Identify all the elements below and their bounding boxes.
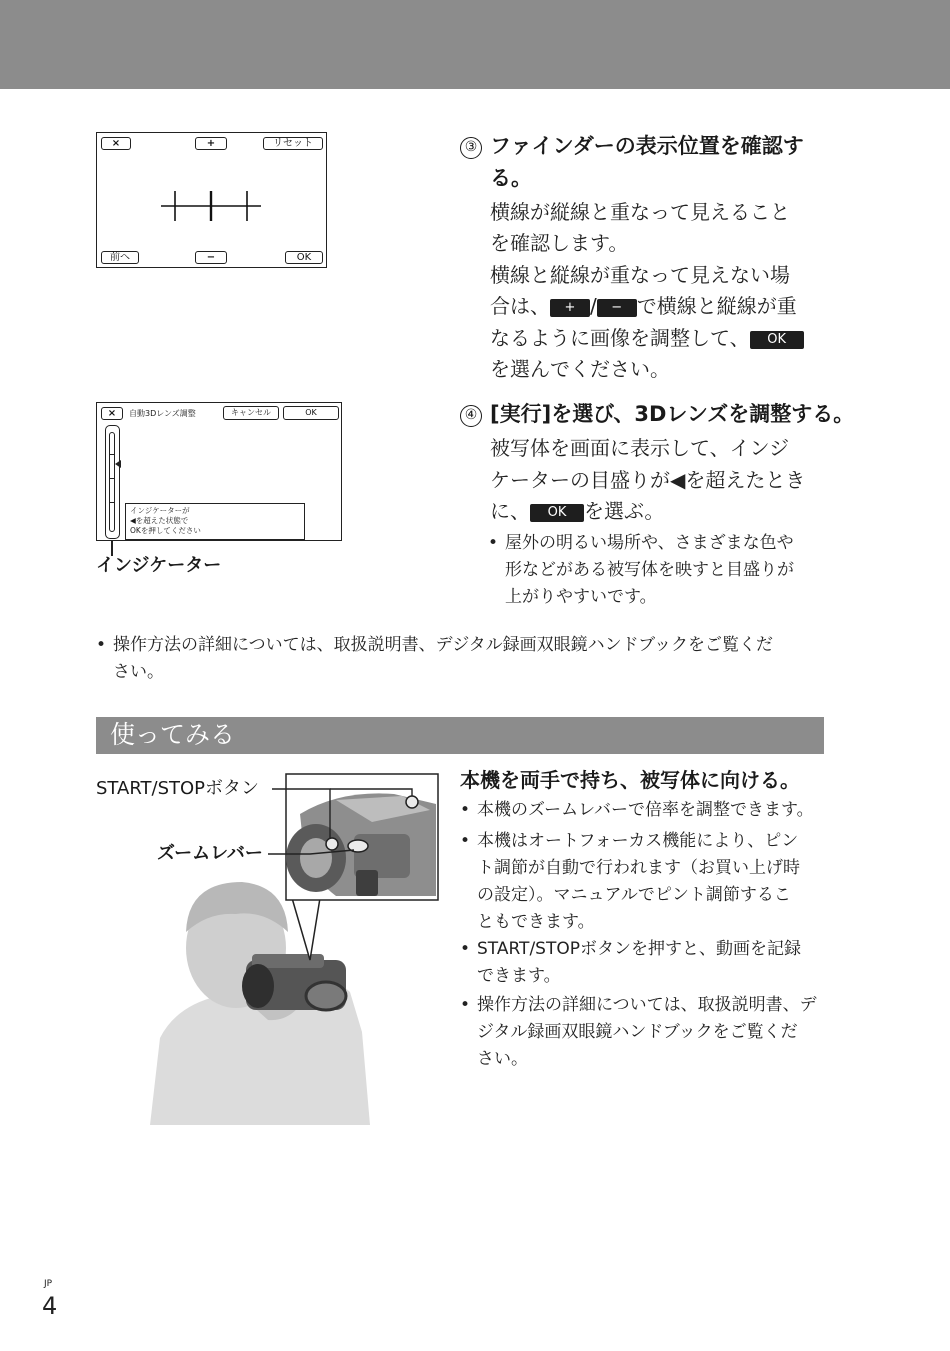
section-title: 使ってみる [110, 720, 236, 749]
step3-line5a: なるように画像を調整して、 [490, 326, 750, 350]
threshold-arrow-icon [115, 460, 121, 468]
page-language: JP [44, 1279, 53, 1289]
usage-heading: 本機を両手で持ち、被写体に向ける。 [460, 768, 800, 792]
usage-bullet-focus [460, 828, 800, 936]
indicator-tick [109, 478, 115, 479]
step3-title-line2: る。 [490, 166, 532, 190]
step3-line1: 横線が縦線と重なって見えること [490, 200, 790, 224]
minus-button-icon: − [597, 299, 637, 317]
indicator-gauge [105, 425, 120, 539]
step4-bullet-line3: 上がりやすいです。 [505, 587, 657, 607]
step3-line3: 横線と縦線が重なって見えない場 [490, 263, 790, 287]
step4-bullet-line1: • 屋外の明るい場所や、さまざまな色や [505, 533, 794, 553]
step3-line6: を選んでください。 [490, 357, 670, 381]
indicator-label: インジケーター [96, 555, 222, 576]
ok-button[interactable]: OK [283, 406, 339, 420]
callout-pointer [292, 898, 320, 960]
step4-number: ④ [460, 405, 482, 427]
step4-line1: 被写体を画面に表示して、インジ [490, 436, 790, 460]
step4-line2: ケーターの目盛りが◀を超えたとき [490, 468, 806, 492]
general-note-line2: さい。 [113, 662, 164, 682]
step4-line3b: を選ぶ。 [584, 499, 665, 523]
step4-title-text: [実行]を選び、3Dレンズを調整する。 [490, 402, 855, 426]
step4-title [460, 398, 854, 430]
reset-button[interactable]: リセット [263, 137, 323, 150]
close-button[interactable]: × [101, 407, 123, 420]
usage-bullet2-line4: ともできます。 [477, 912, 595, 932]
step4-bullet [488, 530, 794, 611]
prev-button[interactable]: 前へ [101, 251, 139, 264]
start-stop-label: START/STOPボタン [96, 778, 260, 799]
step4-bullet-line2: 形などがある被写体を映すと目盛りが [505, 560, 794, 580]
finder-position-screen [96, 132, 327, 268]
step4-line3 [490, 496, 664, 528]
usage-bullet2-line3: の設定）。マニュアルでピント調節するこ [477, 885, 791, 905]
instruction-line3: OKを押してください [130, 526, 201, 535]
step4-line3a: に、 [490, 499, 530, 523]
cancel-button[interactable]: キャンセル [223, 406, 279, 420]
usage-bullet3-line1: • START/STOPボタンを押すと、動画を記録 [477, 939, 801, 959]
step3-line4a: 合は、 [490, 294, 550, 318]
ok-button-icon: OK [750, 331, 804, 349]
step3-title [460, 130, 804, 162]
step3-line4 [490, 291, 797, 323]
plus-button[interactable]: + [195, 137, 227, 150]
slash-text: / [590, 294, 597, 318]
step3-line2: を確認します。 [490, 231, 629, 255]
objective-lens [306, 982, 346, 1010]
usage-bullet4-line3: さい。 [477, 1049, 528, 1069]
usage-bullet-zoom [460, 797, 814, 824]
instruction-box [125, 503, 305, 540]
usage-bullet4-line2: ジタル録画双眼鏡ハンドブックをご覧くだ [477, 1022, 798, 1042]
usage-bullet-manual [460, 992, 817, 1073]
binocular-usage-illustration [140, 770, 442, 1130]
instruction-line2: ◀を超えた状態で [130, 516, 189, 525]
step3-number: ③ [460, 137, 482, 159]
usage-bullet2-line1: • 本機はオートフォーカス機能により、ピン [477, 831, 799, 851]
indicator-tick [109, 502, 115, 503]
auto-3d-lens-screen [96, 402, 342, 541]
general-note-line1: • 操作方法の詳細については、取扱説明書、デジタル録画双眼鏡ハンドブックをご覧くだ [113, 635, 773, 655]
step3-line4b: で横線と縦線が重 [636, 294, 797, 318]
usage-bullet2-line2: ト調節が自動で行われます（お買い上げ時 [477, 858, 800, 878]
zoom-button-callout [326, 838, 338, 850]
instruction-line1: インジケーターが [130, 506, 190, 515]
indicator-tick [109, 454, 115, 455]
step3-line5 [490, 323, 804, 355]
general-note [96, 632, 773, 686]
crosshair-guide [159, 189, 265, 223]
ok-button[interactable]: OK [285, 251, 323, 264]
indicator-scale [109, 432, 115, 532]
screen-title: 自動3Dレンズ調整 [129, 409, 196, 418]
usage-bullet3-line2: できます。 [477, 966, 561, 986]
usage-bullet-record [460, 936, 801, 990]
ok-button-icon: OK [530, 504, 584, 522]
zoom-lever-label: ズームレバー [157, 843, 263, 864]
section-heading [96, 717, 824, 754]
start-stop-button-callout [406, 796, 418, 808]
usage-bullet4-line1: • 操作方法の詳細については、取扱説明書、デ [477, 995, 817, 1015]
step3-title-line1: ファインダーの表示位置を確認す [490, 134, 804, 158]
header-band [0, 0, 950, 89]
usage-bullet1-line1: • 本機のズームレバーで倍率を調整できます。 [477, 800, 814, 820]
close-button[interactable]: × [101, 137, 131, 150]
plus-button-icon: + [550, 299, 590, 317]
eyepiece-left [242, 964, 274, 1008]
page-number: 4 [42, 1292, 58, 1320]
minus-button[interactable]: − [195, 251, 227, 264]
